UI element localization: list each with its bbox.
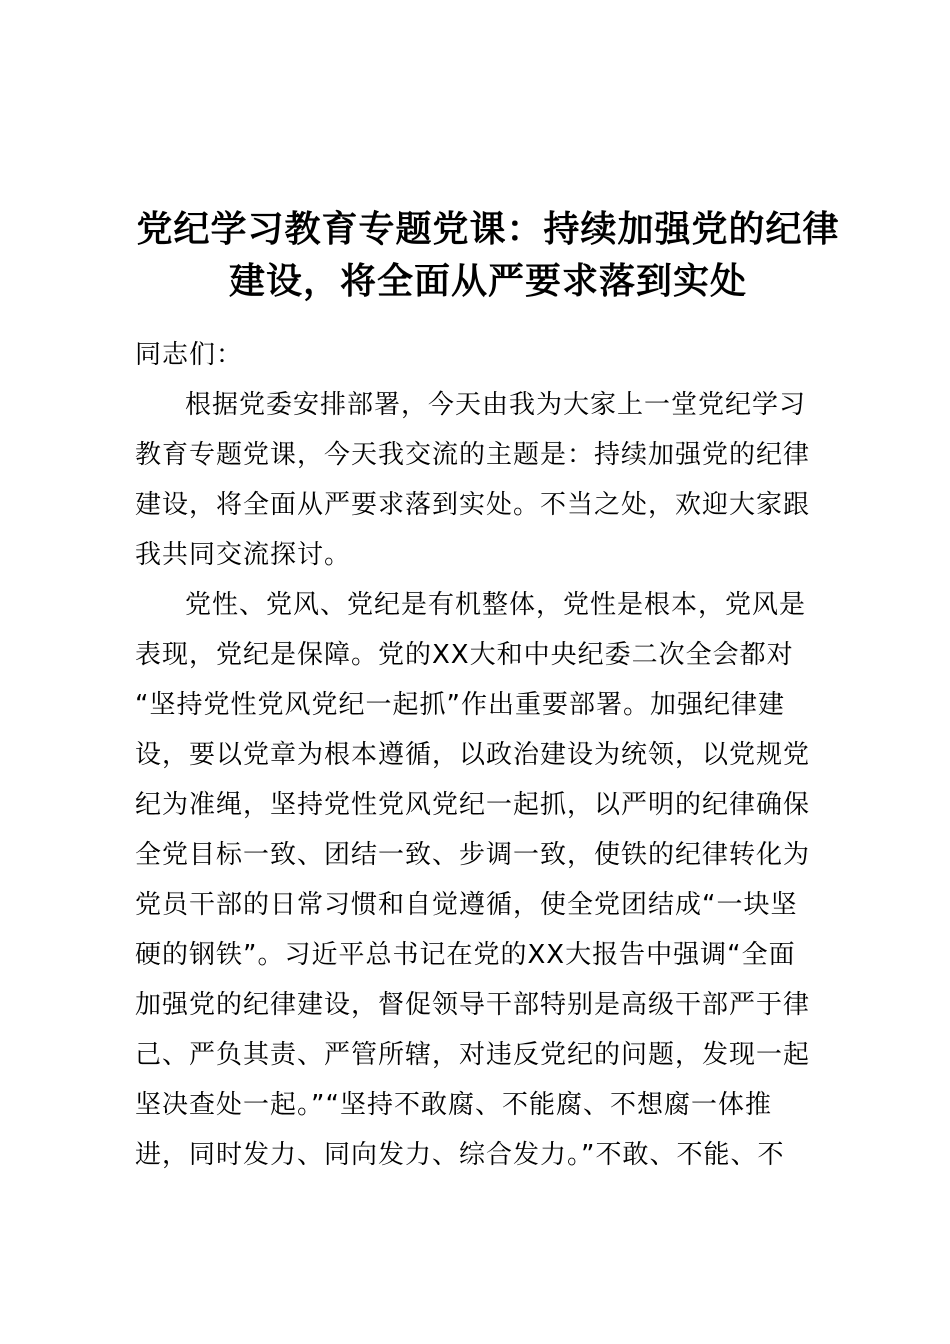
paragraph-line: 我共同交流探讨。 [135, 540, 352, 570]
salutation: 同志们： [135, 340, 244, 370]
document-title-line-2: 建设，将全面从严要求落到实处 [228, 261, 747, 302]
paragraph-line: 教育专题党课，今天我交流的主题是：持续加强党的纪律 [135, 440, 811, 470]
document-title-line-1: 党纪学习教育专题党课：持续加强党的纪律 [136, 209, 840, 250]
paragraph-line: 建设，将全面从严要求落到实处。不当之处，欢迎大家跟 [135, 490, 811, 520]
paragraph-line: “坚持党性党风党纪一起抓”作出重要部署。加强纪律建 [135, 690, 785, 720]
paragraph-line: 纪为准绳，坚持党性党风党纪一起抓，以严明的纪律确保 [135, 790, 811, 820]
paragraph-line: 党性、党风、党纪是有机整体，党性是根本，党风是 [185, 590, 807, 620]
paragraph-line: 设，要以党章为根本遵循，以政治建设为统领，以党规党 [135, 740, 811, 770]
paragraph-line: 党员干部的日常习惯和自觉遵循，使全党团结成“一块坚 [135, 890, 798, 920]
paragraph-line: 坚决查处一起。”“坚持不敢腐、不能腐、不想腐一体推 [135, 1090, 772, 1120]
paragraph-line: 硬的钢铁”。习近平总书记在党的XX大报告中强调“全面 [135, 940, 796, 970]
paragraph-line: 加强党的纪律建设，督促领导干部特别是高级干部严于律 [135, 990, 811, 1020]
paragraph-line: 表现，党纪是保障。党的XX大和中央纪委二次全会都对 [135, 640, 794, 670]
paragraph-line: 己、严负其责、严管所辖，对违反党纪的问题，发现一起 [135, 1040, 811, 1070]
paragraph-line: 全党目标一致、团结一致、步调一致，使铁的纪律转化为 [135, 840, 811, 870]
paragraph-line: 进，同时发力、同向发力、综合发力。”不敢、不能、不 [135, 1140, 785, 1170]
paragraph-line: 根据党委安排部署，今天由我为大家上一堂党纪学习 [185, 390, 807, 420]
